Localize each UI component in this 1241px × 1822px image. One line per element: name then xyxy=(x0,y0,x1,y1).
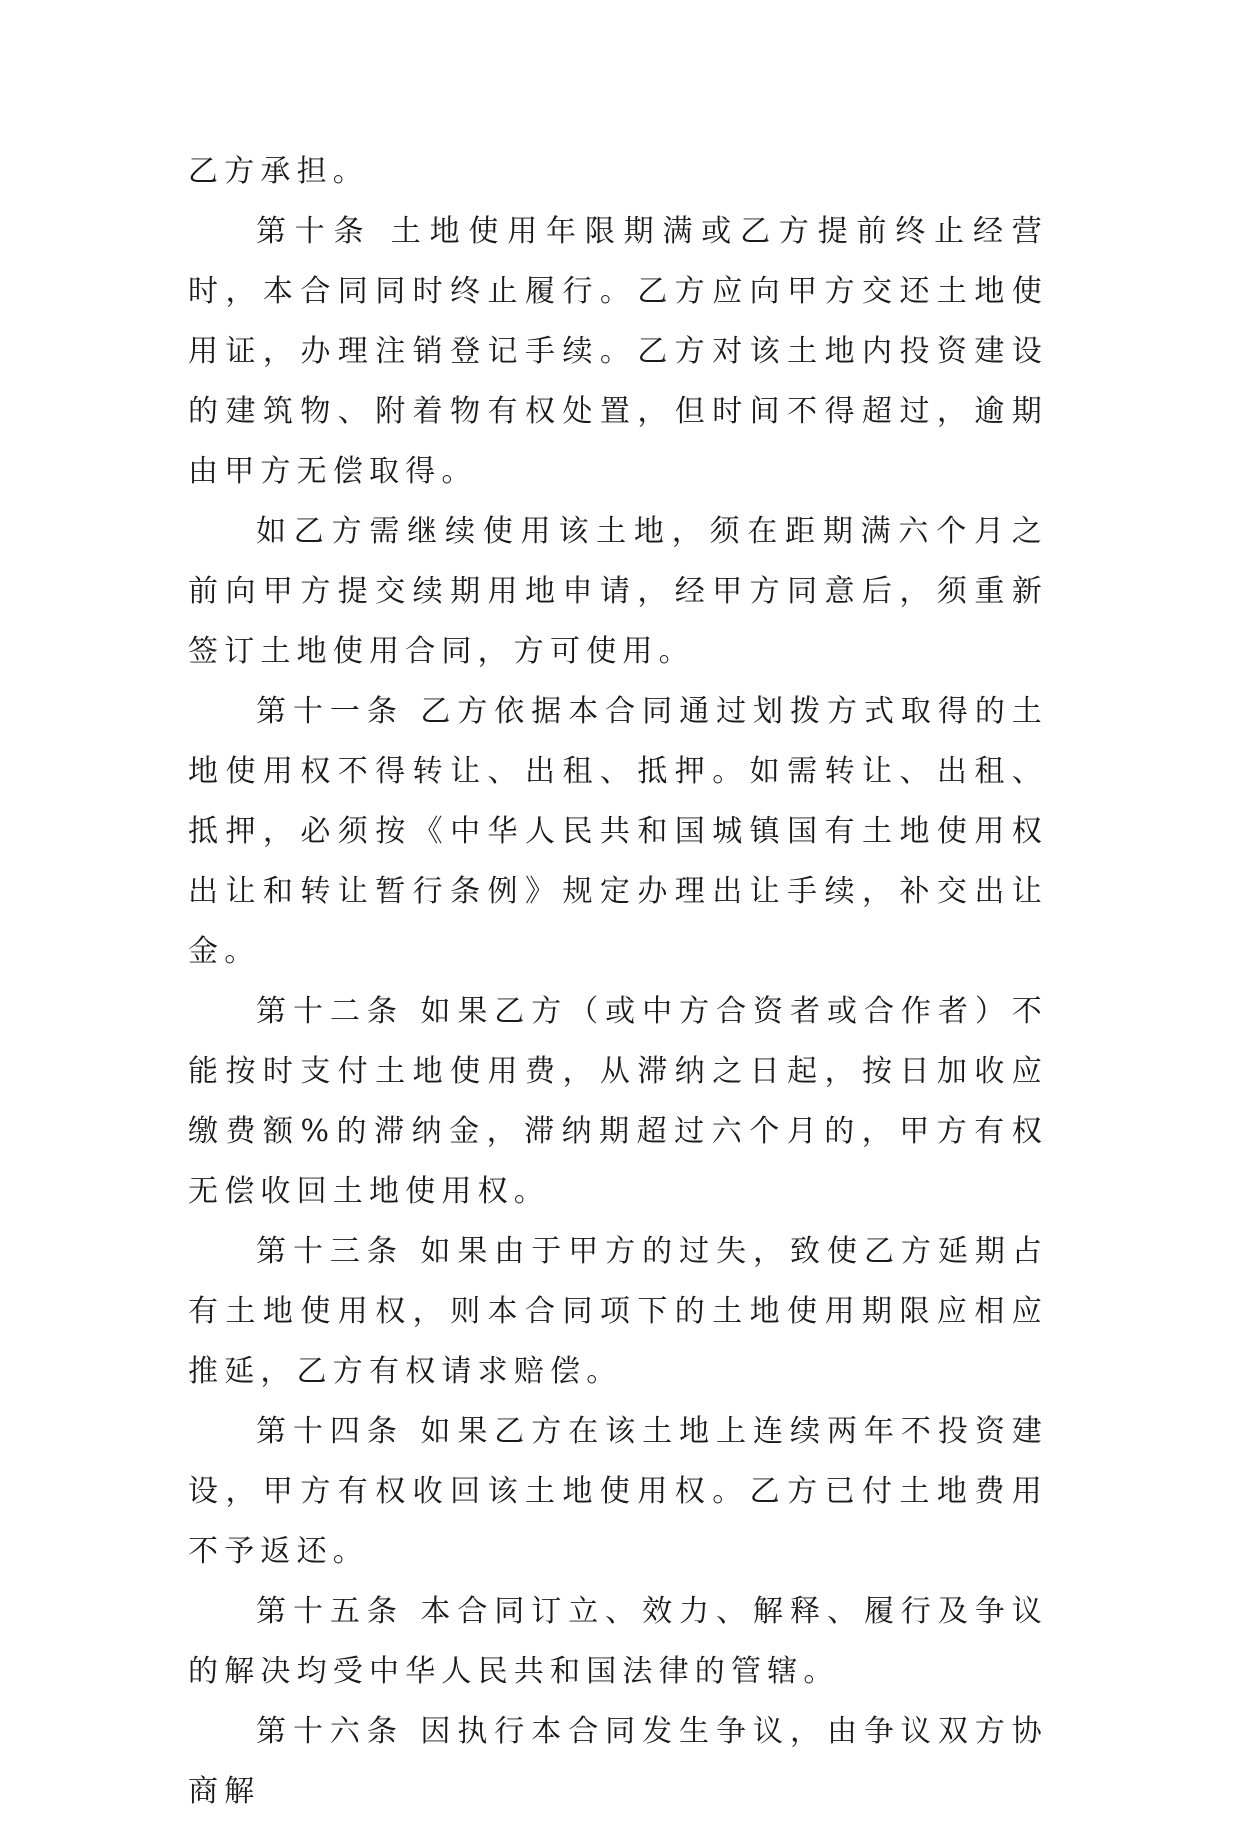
paragraph-renewal: 如乙方需继续使用该土地，须在距期满六个月之前向甲方提交续期用地申请，经甲方同意后，须重新签订土地使用合同，方可使用。 xyxy=(188,514,1048,669)
paragraph-article-16: 第十六条 因执行本合同发生争议，由争议双方协商解 xyxy=(188,1714,1048,1809)
paragraph-article-12: 第十二条 如果乙方（或中方合资者或合作者）不能按时支付土地使用费，从滞纳之日起，按日加收应缴费额%的滞纳金，滞纳期超过六个月的，甲方有权无偿收回土地使用权。 xyxy=(188,994,1048,1209)
paragraph-article-11: 第十一条 乙方依据本合同通过划拨方式取得的土地使用权不得转让、出租、抵押。如需转让、出租、抵押，必须按《中华人民共和国城镇国有土地使用权出让和转让暂行条例》规定办理出让手续，补交出让金。 xyxy=(188,694,1048,969)
paragraph-article-14: 第十四条 如果乙方在该土地上连续两年不投资建设，甲方有权收回该土地使用权。乙方已付土地费用不予返还。 xyxy=(188,1414,1048,1569)
document-page xyxy=(188,142,1048,1822)
paragraph-continuation: 乙方承担。 xyxy=(188,154,369,189)
paragraph-article-10: 第十条 土地使用年限期满或乙方提前终止经营时，本合同同时终止履行。乙方应向甲方交还土地使用证，办理注销登记手续。乙方对该土地内投资建设的建筑物、附着物有权处置，但时间不得超过，逾期由甲方无偿取得。 xyxy=(188,214,1048,489)
paragraph-article-15: 第十五条 本合同订立、效力、解释、履行及争议的解决均受中华人民共和国法律的管辖。 xyxy=(188,1594,1048,1689)
paragraph-article-13: 第十三条 如果由于甲方的过失，致使乙方延期占有土地使用权，则本合同项下的土地使用期限应相应推延，乙方有权请求赔偿。 xyxy=(188,1234,1048,1389)
